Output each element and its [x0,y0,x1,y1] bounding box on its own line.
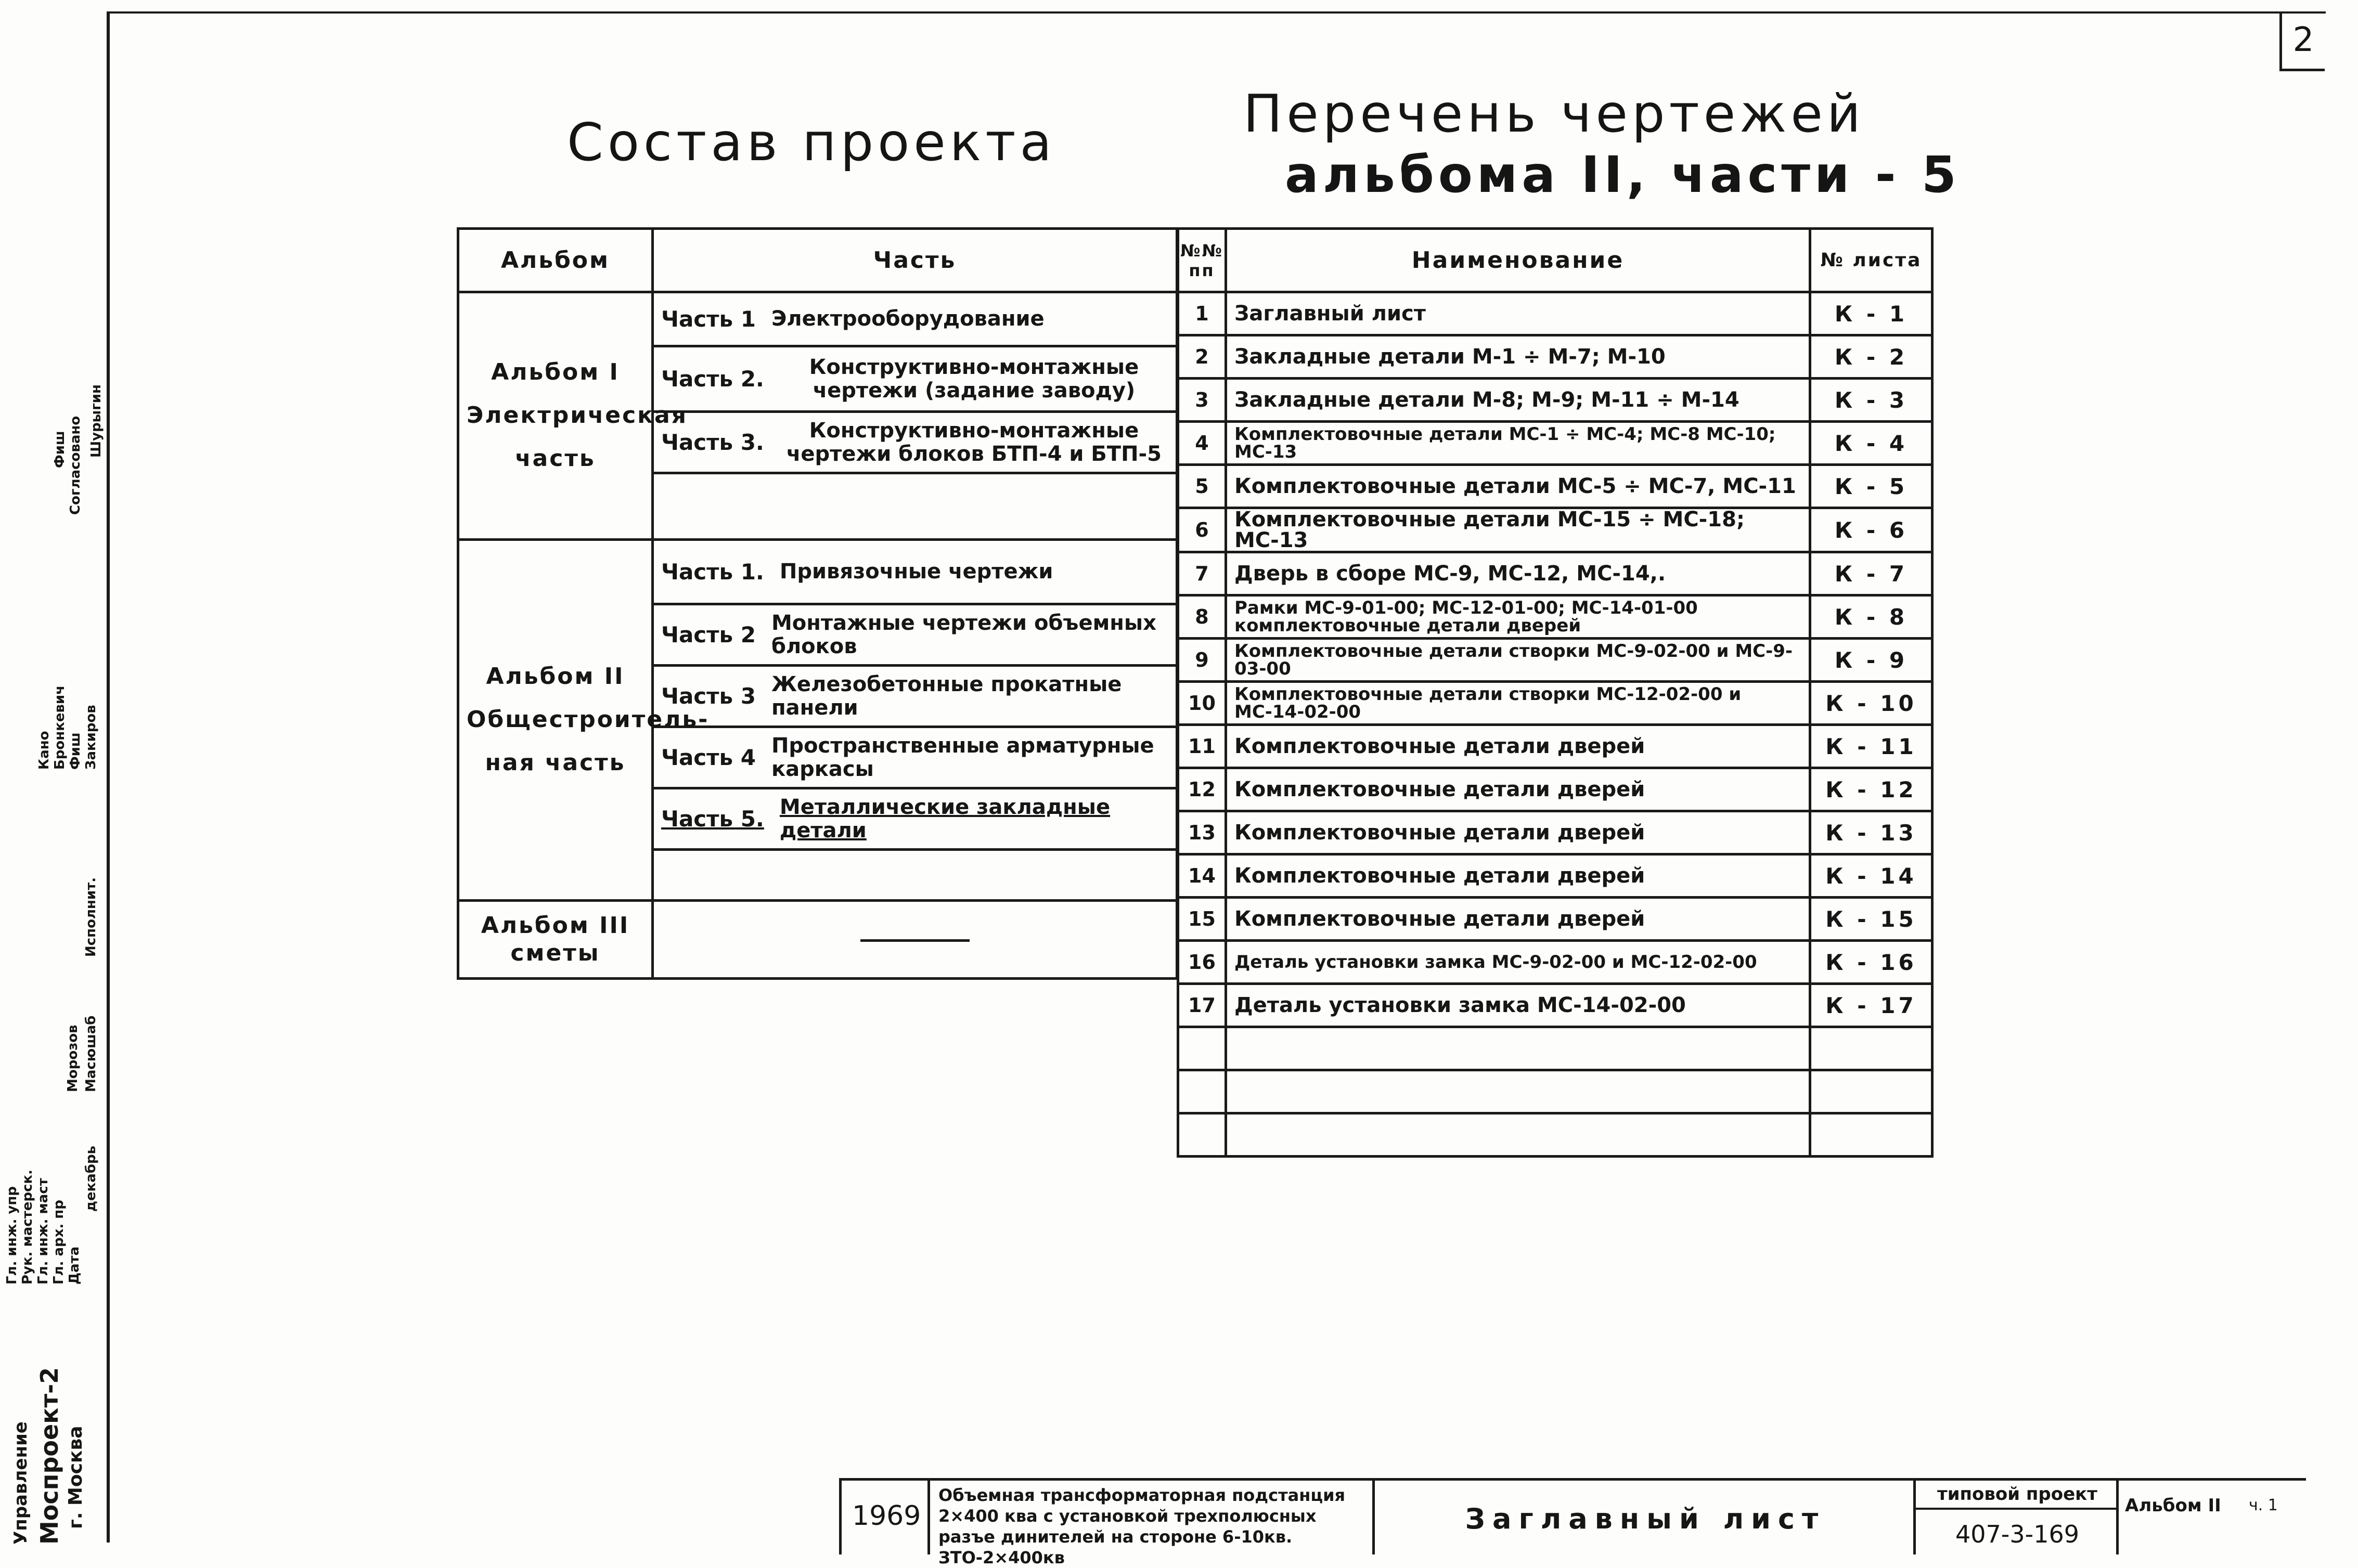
row-sheet: К - 10 [1810,682,1932,725]
album-3-title: Альбом III [481,912,630,939]
album-2-part-5 [653,788,1177,850]
drawing-list-table [1177,227,1934,1158]
album-1-part-3 [653,412,1177,473]
row-sheet: К - 1 [1810,292,1932,335]
part-title: Конструктивно-монтажные чертежи (задание заводу) [809,355,1139,403]
part-number: Часть 5. [661,806,764,832]
year-cell [839,1481,927,1554]
row-sheet: К - 16 [1810,941,1932,984]
row-number: 3 [1178,379,1226,422]
row-number [1178,1070,1226,1113]
table-row [1178,811,1932,854]
row-sheet: К - 2 [1810,335,1932,379]
row-sheet: К - 14 [1810,854,1932,898]
table-row [1178,1027,1932,1070]
row-sheet: К - 11 [1810,725,1932,768]
row-name [1226,1070,1810,1113]
part-title: Пространственные арматурные каркасы [771,733,1154,781]
table-row [1178,1070,1932,1113]
row-number: 12 [1178,768,1226,811]
drawing-header-row [1178,229,1932,292]
table-row [1178,725,1932,768]
table-row [1178,595,1932,639]
album-1-title: Альбом I [491,359,620,386]
row-sheet: К - 12 [1810,768,1932,811]
album-2-part-4 [653,727,1177,788]
row-number: 9 [1178,639,1226,682]
album-2-part-1 [653,540,1177,604]
row-sheet: К - 3 [1810,379,1932,422]
stamp-name-5: Фиш [68,732,83,770]
sheet-title: Заглавный лист [1465,1502,1826,1535]
row-name [1226,1027,1810,1070]
role-3: Гл. инж. маст [35,1178,51,1285]
row-name: Комплектовочные детали МС-5 ÷ МС-7, МС-11 [1226,465,1810,508]
number-column-header: №№ пп [1178,229,1226,292]
table-row [1178,552,1932,595]
album-1-subtitle-2: часть [515,445,596,472]
part-title: Привязочные чертежи [779,560,1053,584]
row-name: Дверь в сборе МС-9, МС-12, МС-14,. [1226,552,1810,595]
project-type: типовой проект [1916,1484,2119,1510]
description-cell [927,1481,1372,1567]
row-name: Комплектовочные детали МС-1 ÷ МС-4; МС-8 МС-10; МС-13 [1226,422,1810,465]
album-2-part-3 [653,666,1177,727]
album-1-subtitle: Электрическая [467,402,688,429]
part-title: Конструктивно-монтажные чертежи блоков БТП-4 и БТП-5 [786,418,1162,466]
approval-name-1: Фиш [52,431,68,468]
row-sheet: К - 9 [1810,639,1932,682]
table-row [1178,639,1932,682]
org-line-3: г. Москва [65,1426,86,1529]
row-number: 6 [1178,508,1226,552]
sheet-title-cell [1372,1481,1913,1554]
row-sheet: К - 15 [1810,898,1932,941]
dash-line [860,939,970,942]
drawing-rows [1178,292,1932,1157]
album-1-part-1 [653,292,1177,346]
composition-table [457,227,1178,980]
table-row [1178,335,1932,379]
drawing-list-heading-line1: Перечень чертежей [1243,83,1865,144]
part-title: Монтажные чертежи объемных блоков [771,611,1156,658]
row-name: Комплектовочные детали дверей [1226,898,1810,941]
stamp-name-4: Закиров [83,705,99,770]
table-row [1178,854,1932,898]
row-number: 10 [1178,682,1226,725]
project-code: 407-3-169 [1955,1520,2080,1548]
org-line-1: Управление [10,1421,31,1545]
name-column-header: Наименование [1226,229,1810,292]
stamp-name-1: Морозов [65,1025,81,1092]
table-row [1178,422,1932,465]
row-sheet [1810,1113,1932,1157]
part-number: Часть 1. [661,559,764,585]
row-name: Комплектовочные детали створки МС-12-02-00 и МС-14-02-00 [1226,682,1810,725]
row-sheet [1810,1027,1932,1070]
row-name: Рамки МС-9-01-00; МС-12-01-00; МС-14-01-00 комплектовочные детали дверей [1226,595,1810,639]
project-type-cell [1913,1481,2116,1554]
row-name: Комплектовочные детали дверей [1226,811,1810,854]
part-title: Металлические закладные детали [779,795,1111,843]
table-row [1178,465,1932,508]
row-name: Комплектовочные детали дверей [1226,854,1810,898]
project-description: Объемная трансформаторная подстанция 2×400 ква с установкой трехполюсных разъе динителей на стороне 6-10кв. ЗТО-2×400кв [938,1485,1346,1567]
part-number: Часть 2 [661,621,756,647]
sheet-number: 2 [2279,11,2325,71]
part-number: Часть 3 [661,683,756,709]
row-number: 16 [1178,941,1226,984]
row-name: Деталь установки замка МС-9-02-00 и МС-12-02-00 [1226,941,1810,984]
row-name: Закладные детали М-1 ÷ М-7; М-10 [1226,335,1810,379]
role-2: Рук. мастерск. [20,1169,35,1285]
row-sheet: К - 6 [1810,508,1932,552]
row-number: 5 [1178,465,1226,508]
composition-heading: Состав проекта [567,112,1056,173]
stamp-name-2: Масюшаб [83,1015,99,1092]
album-3-part-dash [653,901,1177,979]
row-name: Комплектовочные детали дверей [1226,725,1810,768]
part-number: Часть 2. [661,366,764,392]
table-row [1178,379,1932,422]
year: 1969 [852,1500,921,1532]
album-3-cell [458,901,653,979]
album-2-title: Альбом II [486,663,625,690]
row-number: 14 [1178,854,1226,898]
row-number: 11 [1178,725,1226,768]
album-2-subtitle: Общестроитель- [467,706,710,733]
album-cell [2116,1481,2306,1554]
part-column-header: Часть [653,229,1177,292]
stamp-name-3: Исполнит. [83,877,99,957]
album-1-cell [458,292,688,540]
table-row [1178,941,1932,984]
row-number [1178,1113,1226,1157]
row-sheet: К - 8 [1810,595,1932,639]
row-number [1178,1027,1226,1070]
role-4: Гл. арх. пр [51,1200,67,1285]
stamp-name-6: Бронкевич [52,685,68,770]
row-number: 15 [1178,898,1226,941]
drawing-list-heading-line2: альбома II, части - 5 [1285,146,1961,204]
table-row [1178,682,1932,725]
album-1-part-empty [653,473,1177,540]
album-2-part-2 [653,604,1177,666]
row-number: 8 [1178,595,1226,639]
title-block [839,1478,2306,1567]
row-name: Комплектовочные детали МС-15 ÷ МС-18; МС-13 [1226,508,1810,552]
row-name: Заглавный лист [1226,292,1810,335]
row-name: Комплектовочные детали створки МС-9-02-00 и МС-9-03-00 [1226,639,1810,682]
table-row [1178,1113,1932,1157]
approval-label: Согласовано [68,416,83,515]
row-name: Закладные детали М-8; М-9; М-11 ÷ М-14 [1226,379,1810,422]
approval-name-2: Шурыгин [88,384,104,458]
table-row [1178,984,1932,1027]
row-name: Комплектовочные детали дверей [1226,768,1810,811]
part-number: Часть 3. [661,429,764,455]
part-number: Часть 4 [661,744,756,770]
table-row [1178,292,1932,335]
table-row [1178,508,1932,552]
table-row [1178,898,1932,941]
part-title: Электрооборудование [771,307,1045,331]
album-2-subtitle-2: ная часть [485,749,626,776]
composition-header-row [458,229,1177,292]
row-sheet: К - 7 [1810,552,1932,595]
row-number: 13 [1178,811,1226,854]
stamp-name-7: Кано [36,731,52,770]
role-1: Гл. инж. упр [4,1186,20,1285]
row-sheet: К - 5 [1810,465,1932,508]
role-5: Дата [67,1246,82,1285]
table-row [1178,768,1932,811]
part-title: Железобетонные прокатные панели [771,672,1122,720]
album-column-header: Альбом [458,229,653,292]
row-number: 4 [1178,422,1226,465]
row-number: 17 [1178,984,1226,1027]
row-number: 1 [1178,292,1226,335]
row-sheet: К - 4 [1810,422,1932,465]
part-number: Часть 1 [661,306,756,332]
org-line-2: Моспроект-2 [35,1367,63,1545]
album-2-part-empty [653,850,1177,901]
album-3-subtitle: сметы [510,939,600,966]
row-sheet: К - 17 [1810,984,1932,1027]
row-sheet [1810,1070,1932,1113]
row-name: Деталь установки замка МС-14-02-00 [1226,984,1810,1027]
row-number: 2 [1178,335,1226,379]
row-sheet: К - 13 [1810,811,1932,854]
row-name [1226,1113,1810,1157]
row-number: 7 [1178,552,1226,595]
album-suffix: ч. 1 [2249,1496,2278,1514]
stamp-date: декабрь [83,1145,99,1212]
album-1-part-2 [653,346,1177,412]
album-label: Альбом II [2125,1495,2221,1516]
sheet-column-header: № листа [1810,229,1932,292]
